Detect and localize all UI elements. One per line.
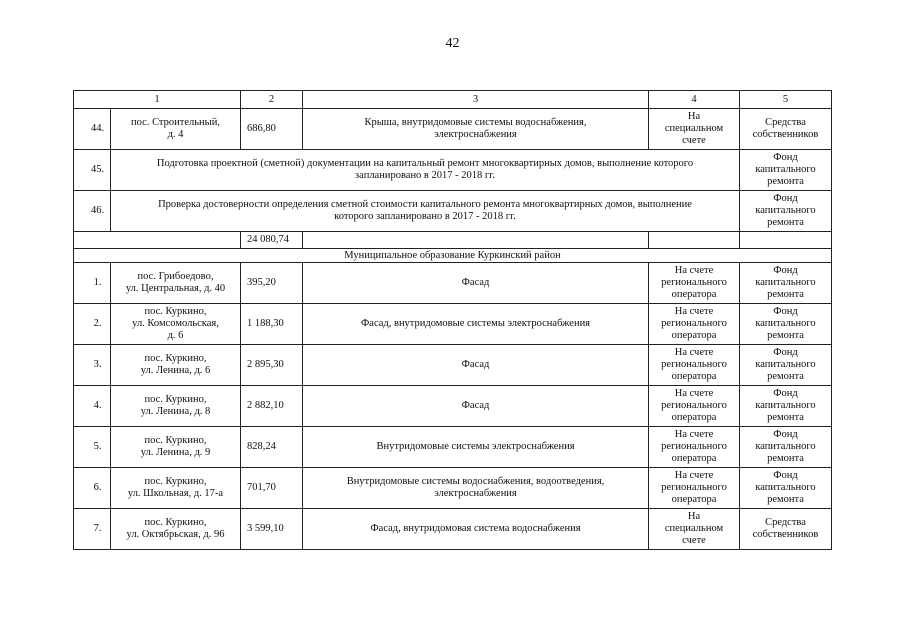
row-source: Фонд капитального ремонта	[740, 427, 832, 468]
row-account: На счете регионального оператора	[649, 427, 740, 468]
empty-cell	[74, 232, 241, 249]
row-address: пос. Строительный, д. 4	[111, 109, 241, 150]
row-area: 1 188,30	[241, 304, 303, 345]
row-account: На счете регионального оператора	[649, 263, 740, 304]
row-source: Фонд капитального ремонта	[740, 304, 832, 345]
row-works: Фасад	[303, 345, 649, 386]
row-number: 2.	[74, 304, 111, 345]
header-cell: 1	[74, 91, 241, 109]
row-address: пос. Куркино, ул. Школьная, д. 17-а	[111, 468, 241, 509]
table-row	[74, 304, 832, 345]
row-number: 7.	[74, 509, 111, 550]
row-works: Внутридомовые системы электроснабжения	[303, 427, 649, 468]
row-works: Крыша, внутридомовые системы водоснабжения, электроснабжения	[303, 109, 649, 150]
row-address: пос. Куркино, ул. Ленина, д. 6	[111, 345, 241, 386]
row-works: Фасад	[303, 263, 649, 304]
row-area: 686,80	[241, 109, 303, 150]
row-area: 701,70	[241, 468, 303, 509]
row-merged-text: Подготовка проектной (сметной) документации на капитальный ремонт многоквартирных домов, выполнение которого запланировано в 2017 - 2018 гг.	[111, 150, 740, 191]
table-row	[74, 468, 832, 509]
row-source: Фонд капитального ремонта	[740, 468, 832, 509]
row-source: Фонд капитального ремонта	[740, 150, 832, 191]
row-works: Фасад	[303, 386, 649, 427]
row-number: 3.	[74, 345, 111, 386]
row-source: Средства собственников	[740, 109, 832, 150]
row-address: пос. Грибоедово, ул. Центральная, д. 40	[111, 263, 241, 304]
row-works: Фасад, внутридомовые системы электроснабжения	[303, 304, 649, 345]
row-works: Внутридомовые системы водоснабжения, водоотведения, электроснабжения	[303, 468, 649, 509]
page-number: 42	[445, 36, 460, 51]
table-row	[74, 150, 832, 191]
row-account: На счете регионального оператора	[649, 345, 740, 386]
row-account: На специальном счете	[649, 509, 740, 550]
header-cell: 2	[241, 91, 303, 109]
row-account: На счете регионального оператора	[649, 386, 740, 427]
row-area: 2 882,10	[241, 386, 303, 427]
row-address: пос. Куркино, ул. Октябрьская, д. 96	[111, 509, 241, 550]
row-address: пос. Куркино, ул. Ленина, д. 8	[111, 386, 241, 427]
row-number: 5.	[74, 427, 111, 468]
row-area: 2 895,30	[241, 345, 303, 386]
row-account: На специальном счете	[649, 109, 740, 150]
row-works: Фасад, внутридомовая система водоснабжения	[303, 509, 649, 550]
table-row	[74, 345, 832, 386]
row-source: Фонд капитального ремонта	[740, 191, 832, 232]
empty-cell	[649, 232, 740, 249]
header-cell: 5	[740, 91, 832, 109]
row-area: 395,20	[241, 263, 303, 304]
row-source: Фонд капитального ремонта	[740, 263, 832, 304]
row-number: 45.	[74, 150, 111, 191]
table-row	[74, 509, 832, 550]
table-row	[74, 191, 832, 232]
row-area: 828,24	[241, 427, 303, 468]
row-number: 1.	[74, 263, 111, 304]
table-row	[74, 427, 832, 468]
empty-cell	[303, 232, 649, 249]
row-number: 4.	[74, 386, 111, 427]
table-row	[74, 109, 832, 150]
row-source: Фонд капитального ремонта	[740, 386, 832, 427]
table-row	[74, 386, 832, 427]
empty-cell	[740, 232, 832, 249]
district-row	[74, 249, 832, 263]
row-area: 3 599,10	[241, 509, 303, 550]
row-account: На счете регионального оператора	[649, 468, 740, 509]
row-merged-text: Проверка достоверности определения сметной стоимости капитального ремонта многоквартирных домов, выполнение которого запланировано в 2017 - 2018 гг.	[111, 191, 740, 232]
capital-repair-table	[73, 90, 832, 550]
row-number: 44.	[74, 109, 111, 150]
row-account: На счете регионального оператора	[649, 304, 740, 345]
row-number: 46.	[74, 191, 111, 232]
total-area: 24 080,74	[241, 232, 303, 249]
district-title: Муниципальное образование Куркинский район	[74, 249, 832, 263]
header-row	[74, 91, 832, 109]
total-row	[74, 232, 832, 249]
header-cell: 4	[649, 91, 740, 109]
row-source: Средства собственников	[740, 509, 832, 550]
header-cell: 3	[303, 91, 649, 109]
row-number: 6.	[74, 468, 111, 509]
row-address: пос. Куркино, ул. Ленина, д. 9	[111, 427, 241, 468]
table-row	[74, 263, 832, 304]
row-address: пос. Куркино, ул. Комсомольская, д. 6	[111, 304, 241, 345]
table-body	[74, 91, 832, 550]
row-source: Фонд капитального ремонта	[740, 345, 832, 386]
